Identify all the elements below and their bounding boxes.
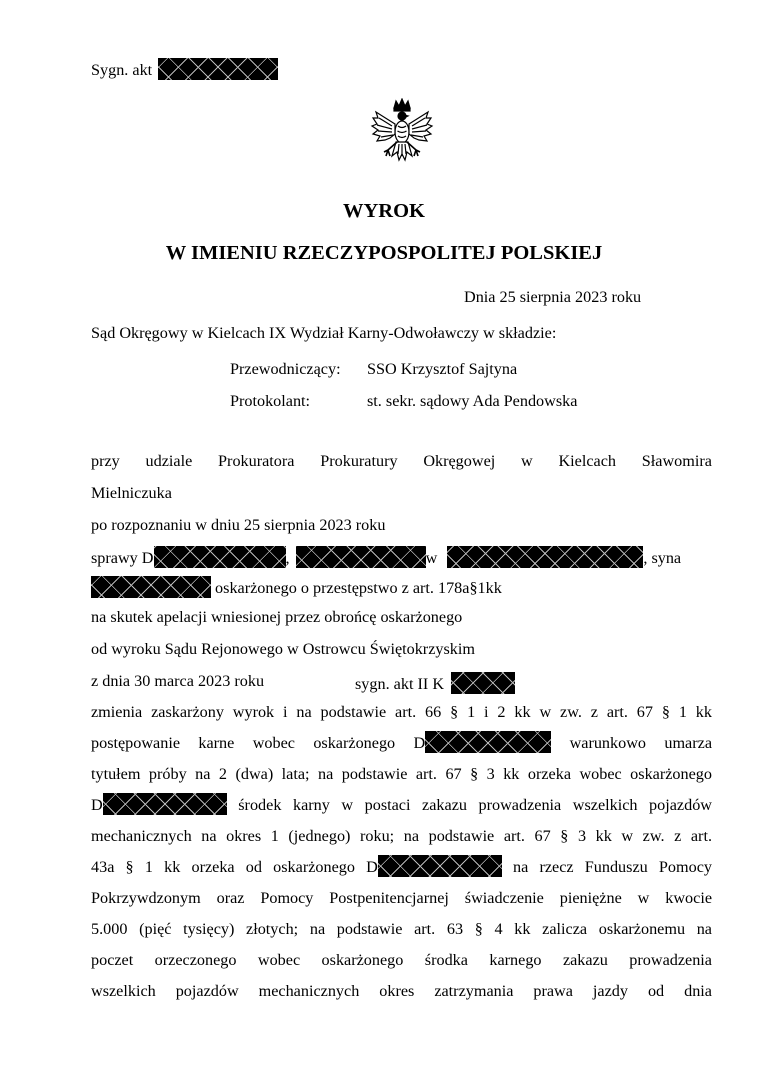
prosecutor-line: przy udziale Prokuratora Prokuratury Okręgowej w Kielcach Sławomira (91, 452, 712, 470)
ruling-line-3: tytułem próby na 2 (dwa) lata; na podstawie art. 67 § 3 kk orzeka wobec oskarżonego (91, 765, 712, 783)
ruling-line-4: D środek karny w postaci zakazu prowadzenia wszelkich pojazdów (91, 790, 712, 821)
appeal-line: na skutek apelacji wniesionej przez obrońcę oskarżonego (91, 608, 463, 626)
judgment-date: Dnia 25 sierpnia 2023 roku (464, 288, 642, 306)
ruling-line-9: poczet orzeczonego wobec oskarżonego środka karnego zakazu prowadzenia (91, 951, 712, 969)
redaction-box (91, 576, 211, 598)
redaction-box (158, 58, 278, 80)
prosecutor-line-2: Mielniczuka (91, 484, 172, 502)
redaction-box (296, 546, 426, 568)
ruling-line-1: zmienia zaskarżony wyrok i na podstawie art. 66 § 1 i 2 kk w zw. z art. 67 § 1 kk (91, 703, 712, 721)
redaction-box (154, 546, 286, 568)
coat-of-arms-icon (370, 98, 434, 170)
case-defendant-line: sprawy D , w , syna (91, 546, 712, 568)
charge-line: oskarżonego o przestępstwo z art. 178a§1kk (91, 576, 502, 598)
lower-court-sygn: sygn. akt II K (355, 672, 515, 694)
ruling-line-2: postępowanie karne wobec oskarżonego D warunkowo umarza (91, 728, 712, 759)
document-title: WYROK (343, 200, 425, 222)
clerk-label: Protokolant: (230, 392, 311, 410)
ruling-line-7: Pokrzywdzonym oraz Pomocy Postpenitencjarnej świadczenie pieniężne w kwocie (91, 889, 712, 907)
hearing-line: po rozpoznaniu w dniu 25 sierpnia 2023 roku (91, 516, 386, 534)
redaction-box (103, 793, 227, 815)
chair-value: SSO Krzysztof Sajtyna (367, 360, 518, 378)
ruling-line-6: 43a § 1 kk orzeka od oskarżonego D na rzecz Funduszu Pomocy (91, 852, 712, 883)
chair-label: Przewodniczący: (230, 360, 341, 378)
redaction-box (378, 855, 502, 877)
clerk-value: st. sekr. sądowy Ada Pendowska (367, 392, 578, 410)
court-line: Sąd Okręgowy w Kielcach IX Wydział Karny-Odwoławczy w składzie: (91, 324, 557, 342)
ruling-line-10: wszelkich pojazdów mechanicznych okres zatrzymania prawa jazdy od dnia (91, 982, 712, 1000)
ruling-line-8: 5.000 (pięć tysięcy) złotych; na podstawie art. 63 § 4 kk zalicza oskarżonemu na (91, 920, 712, 938)
redaction-box (425, 731, 551, 753)
document-subtitle: W IMIENIU RZECZYPOSPOLITEJ POLSKIEJ (165, 242, 603, 264)
lower-court-date: z dnia 30 marca 2023 roku (91, 672, 265, 690)
redaction-box (447, 546, 643, 568)
case-number-line (91, 58, 278, 80)
redaction-box (451, 672, 515, 694)
lower-court-line: od wyroku Sądu Rejonowego w Ostrowcu Świętokrzyskim (91, 640, 475, 658)
ruling-line-5: mechanicznych na okres 1 (jednego) roku; na podstawie art. 67 § 3 kk w zw. z art. (91, 827, 712, 845)
case-label: Sygn. akt (91, 61, 153, 79)
